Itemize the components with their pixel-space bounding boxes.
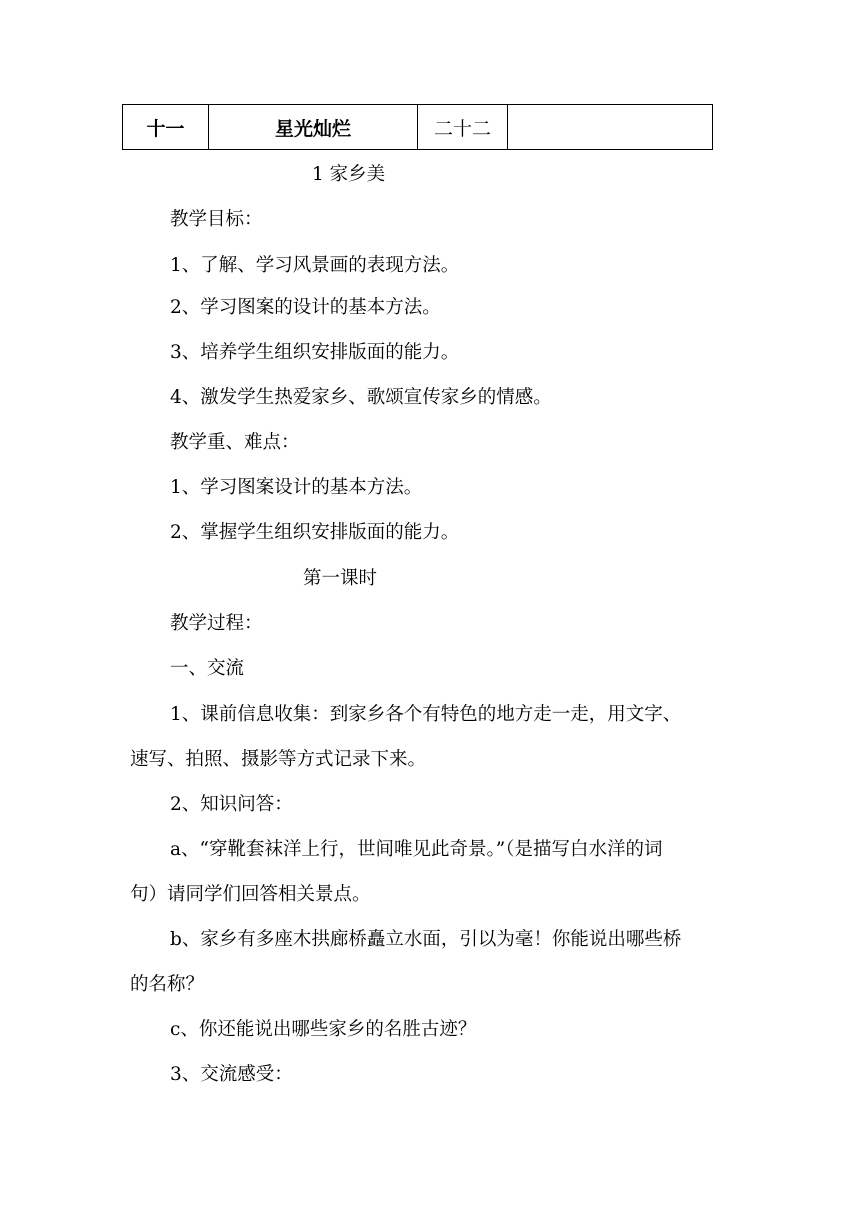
header-table (122, 104, 713, 150)
item-b-line-2: 的名称？ (130, 974, 205, 995)
step-one-title: 一、交流 (170, 658, 245, 679)
goal-item-1: 1、了解、学习风景画的表现方法。 (170, 255, 460, 276)
section-keypoints-title: 教学重、难点： (170, 432, 300, 453)
header-cell-lesson-number: 二十二 (418, 105, 508, 150)
header-cell-unit-number: 十一 (123, 105, 209, 150)
goal-item-3: 3、培养学生组织安排版面的能力。 (170, 342, 460, 363)
item-3: 3、交流感受： (170, 1064, 293, 1085)
item-2: 2、知识问答： (170, 794, 293, 815)
item-1-line-1: 1、课前信息收集：到家乡各个有特色的地方走一走，用文字、 (170, 704, 682, 725)
lesson-title: 1 家乡美 (312, 164, 386, 185)
item-a-line-2: 句）请同学们回答相关景点。 (130, 884, 371, 905)
header-row (123, 105, 713, 150)
header-cell-empty (508, 105, 713, 150)
section-goals-title: 教学目标： (170, 209, 263, 230)
process-title: 教学过程： (170, 613, 263, 634)
keypoint-item-2: 2、掌握学生组织安排版面的能力。 (170, 522, 460, 543)
item-b-line-1: b、家乡有多座木拱廊桥矗立水面，引以为毫！你能说出哪些桥 (170, 929, 682, 950)
header-cell-unit-title: 星光灿烂 (209, 105, 418, 150)
period-title: 第一课时 (303, 568, 378, 589)
keypoint-item-1: 1、学习图案设计的基本方法。 (170, 477, 423, 498)
goal-item-4: 4、激发学生热爱家乡、歌颂宣传家乡的情感。 (170, 387, 552, 408)
item-a-line-1: a、“穿靴套袜洋上行，世间唯见此奇景。”（是描写白水洋的词 (170, 839, 663, 860)
item-c: c、你还能说出哪些家乡的名胜古迹？ (170, 1019, 477, 1040)
item-1-line-2: 速写、拍照、摄影等方式记录下来。 (130, 749, 427, 770)
goal-item-2: 2、学习图案的设计的基本方法。 (170, 297, 441, 318)
